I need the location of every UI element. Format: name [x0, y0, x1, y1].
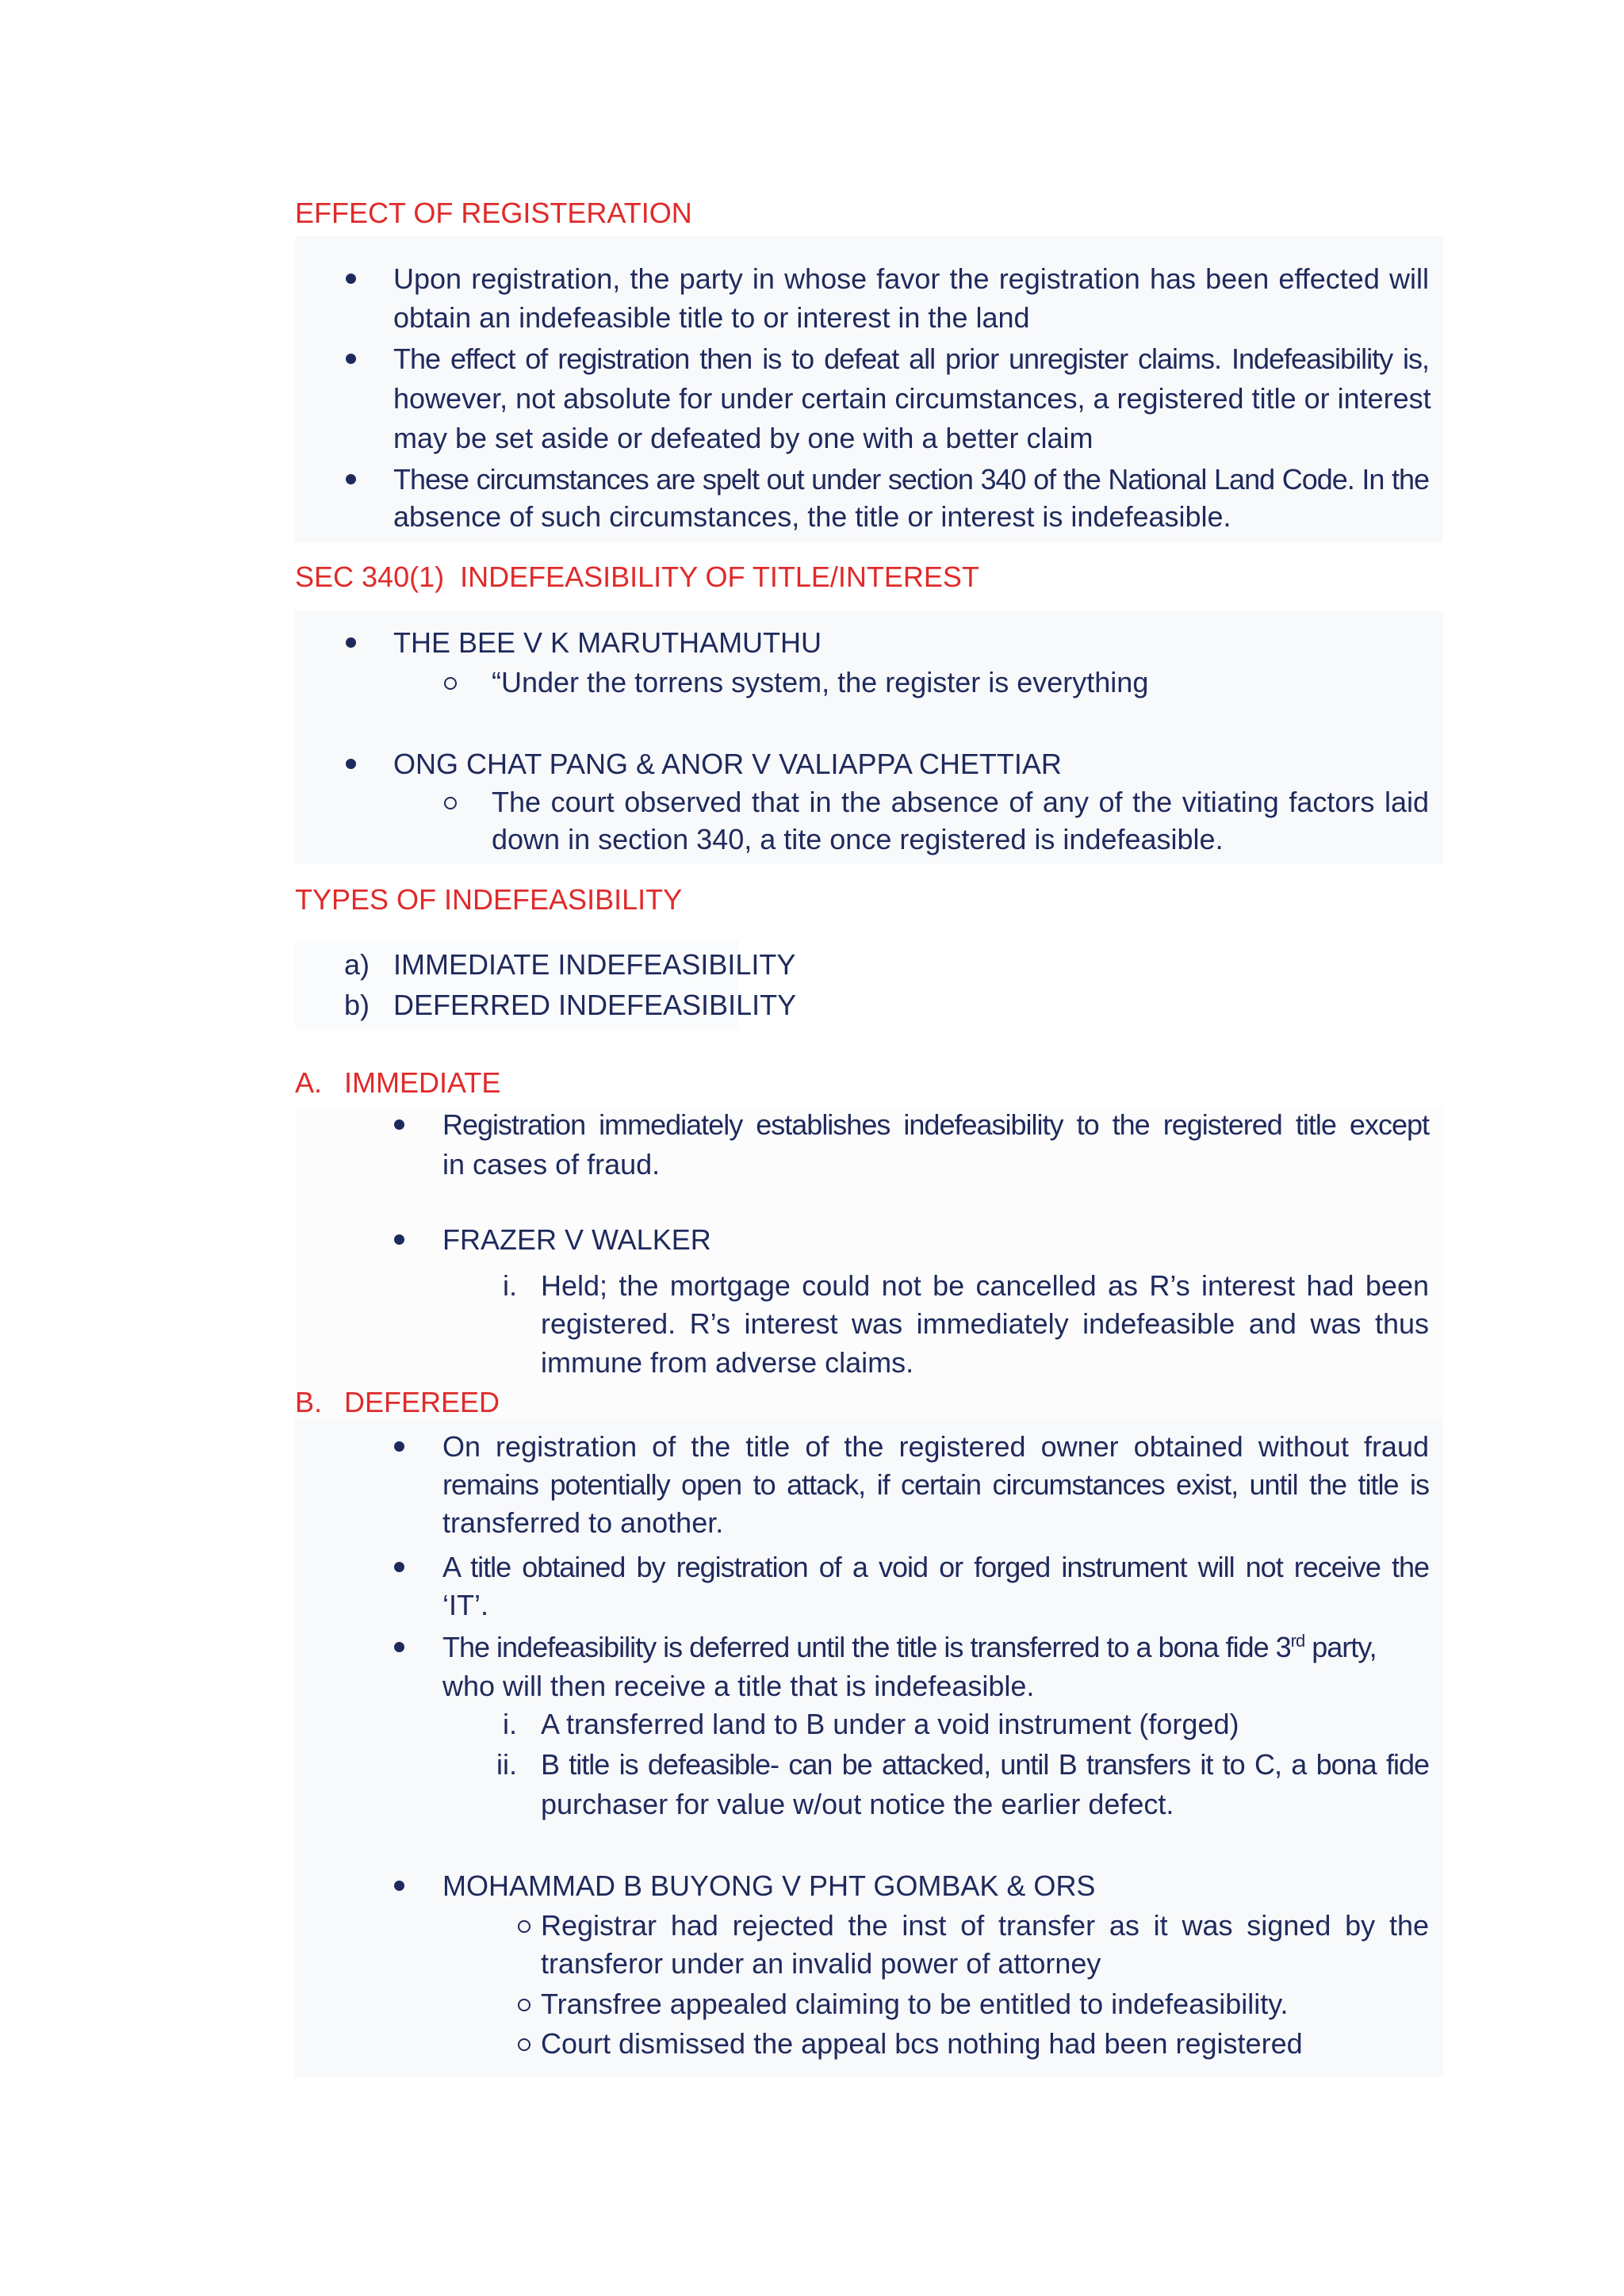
body-text: may be set aside or defeated by one with a better claim	[393, 422, 1094, 454]
list-item: DEFERRED INDEFEASIBILITY	[393, 989, 797, 1021]
sub-bullet-icon	[518, 1999, 530, 2011]
body-text: B title is defeasible- can be attacked, until B transfers it to C, a bona fide	[541, 1748, 1429, 1781]
body-text: transferor under an invalid power of attorney	[541, 1947, 1101, 1980]
section-heading: TYPES OF INDEFEASIBILITY	[295, 883, 683, 916]
list-marker: a)	[344, 948, 370, 981]
body-text: On registration of the title of the registered owner obtained without fraud	[442, 1430, 1429, 1463]
bullet-icon	[394, 1562, 404, 1572]
list-marker: b)	[344, 989, 370, 1021]
body-text: ‘IT’.	[442, 1589, 488, 1621]
section-marker: B.	[295, 1386, 323, 1418]
bullet-icon	[394, 1642, 404, 1652]
body-text: Held; the mortgage could not be cancelled as R’s interest had been	[541, 1269, 1429, 1302]
body-text: A title obtained by registration of a void or forged instrument will not receive the	[442, 1551, 1429, 1583]
bullet-icon	[346, 274, 356, 284]
body-text-part: party,	[1304, 1631, 1377, 1663]
case-title: THE BEE V K MARUTHAMUTHU	[393, 626, 822, 659]
bullet-icon	[394, 1881, 404, 1891]
body-text: Upon registration, the party in whose favor the registration has been effected will	[393, 262, 1429, 295]
bullet-icon	[346, 759, 356, 769]
body-text-part: The indefeasibility is deferred until the title is transferred to a bona fide 3	[442, 1631, 1291, 1663]
body-text: A transferred land to B under a void instrument (forged)	[541, 1708, 1239, 1740]
list-marker: ii.	[496, 1748, 517, 1781]
body-text: The effect of registration then is to defeat all prior unregister claims. Indefeasibility is,	[393, 342, 1429, 375]
bullet-icon	[346, 474, 356, 484]
body-text: absence of such circumstances, the title or interest is indefeasible.	[393, 500, 1231, 533]
sub-bullet-icon	[518, 2038, 530, 2051]
body-text: down in section 340, a tite once registered is indefeasible.	[492, 823, 1224, 855]
body-text	[442, 1630, 1377, 1665]
bullet-icon	[394, 1441, 404, 1452]
list-item: IMMEDIATE INDEFEASIBILITY	[393, 948, 796, 981]
body-text: registered. R’s interest was immediately indefeasible and was thus	[541, 1307, 1429, 1340]
body-text: in cases of fraud.	[442, 1148, 661, 1181]
case-title: FRAZER V WALKER	[442, 1223, 711, 1256]
body-text: purchaser for value w/out notice the earlier defect.	[541, 1788, 1174, 1820]
section-heading: DEFEREED	[344, 1386, 500, 1418]
sub-bullet-icon	[518, 1920, 530, 1933]
body-text: remains potentially open to attack, if certain circumstances exist, until the title is	[442, 1468, 1429, 1501]
body-text: immune from adverse claims.	[541, 1346, 914, 1379]
sub-bullet-icon	[444, 677, 457, 690]
body-text: Court dismissed the appeal bcs nothing had been registered	[541, 2027, 1303, 2060]
bullet-icon	[394, 1119, 404, 1130]
case-title: ONG CHAT PANG & ANOR V VALIAPPA CHETTIAR	[393, 748, 1062, 780]
list-marker: i.	[503, 1269, 517, 1302]
superscript: rd	[1290, 1631, 1305, 1651]
sub-bullet-icon	[444, 797, 457, 809]
section-heading: EFFECT OF REGISTERATION	[295, 197, 692, 229]
body-text: Transfree appealed claiming to be entitled to indefeasibility.	[541, 1988, 1289, 2020]
body-text: transferred to another.	[442, 1506, 724, 1539]
section-heading: SEC 340(1) INDEFEASIBILITY OF TITLE/INTEREST	[295, 561, 979, 593]
body-text: Registration immediately establishes indefeasibility to the registered title except	[442, 1108, 1429, 1141]
bullet-icon	[394, 1234, 404, 1245]
section-heading: IMMEDIATE	[344, 1066, 501, 1099]
body-text: These circumstances are spelt out under section 340 of the National Land Code. In the	[393, 463, 1429, 496]
body-text: Registrar had rejected the inst of transfer as it was signed by the	[541, 1909, 1429, 1942]
body-text: however, not absolute for under certain circumstances, a registered title or interest	[393, 382, 1431, 415]
section-marker: A.	[295, 1066, 323, 1099]
body-text: “Under the torrens system, the register is everything	[492, 666, 1149, 698]
case-title: MOHAMMAD B BUYONG V PHT GOMBAK & ORS	[442, 1869, 1096, 1902]
body-text: The court observed that in the absence of any of the vitiating factors laid	[492, 786, 1429, 818]
body-text: who will then receive a title that is indefeasible.	[442, 1670, 1035, 1702]
bullet-icon	[346, 354, 356, 364]
body-text: obtain an indefeasible title to or interest in the land	[393, 301, 1030, 334]
bullet-icon	[346, 637, 356, 648]
list-marker: i.	[503, 1708, 517, 1740]
